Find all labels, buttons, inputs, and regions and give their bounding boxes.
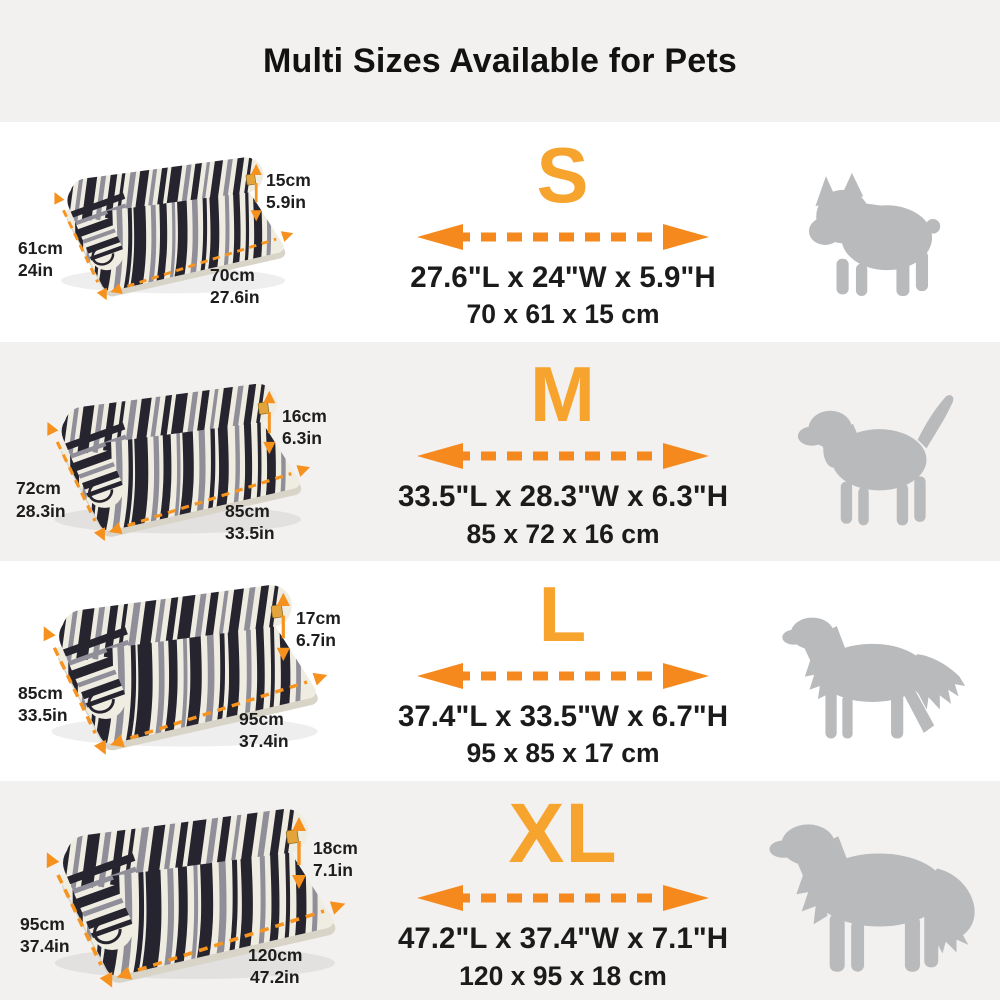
imperial-dimensions: 37.4"L x 33.5"W x 6.7"H xyxy=(397,699,729,733)
double-arrow-icon xyxy=(417,663,709,690)
bed-illustration xyxy=(37,564,329,757)
size-row-m xyxy=(0,342,1000,562)
length-label-in: 37.4in xyxy=(239,730,289,751)
width-label-cm: 61cm xyxy=(18,237,63,258)
bed-photo-m xyxy=(0,342,372,560)
length-label-cm: 95cm xyxy=(239,708,284,729)
height-label-cm: 16cm xyxy=(282,406,327,427)
width-label-cm: 95cm xyxy=(20,914,65,935)
length-label-cm: 85cm xyxy=(225,501,270,522)
bed-photo-s xyxy=(0,123,372,341)
height-label-cm: 17cm xyxy=(296,607,341,628)
french-bulldog-silhouette-icon xyxy=(796,162,958,302)
size-row-s xyxy=(0,122,1000,342)
metric-dimensions: 70 x 61 x 15 cm xyxy=(466,299,660,330)
golden-retriever-silhouette-icon xyxy=(760,804,995,976)
height-label-in: 5.9in xyxy=(266,191,306,212)
dog-cell-s xyxy=(754,162,1000,302)
size-letter: S xyxy=(536,130,590,219)
spec-l xyxy=(372,569,754,769)
height-label-cm: 18cm xyxy=(313,838,358,859)
metric-dimensions: 85 x 72 x 16 cm xyxy=(466,518,660,549)
size-letter: L xyxy=(538,569,588,658)
metric-dimensions: 95 x 85 x 17 cm xyxy=(466,738,660,769)
width-label-in: 28.3in xyxy=(16,501,66,522)
height-label-cm: 15cm xyxy=(266,169,311,190)
imperial-dimensions: 47.2"L x 37.4"W x 7.1"H xyxy=(397,922,729,956)
dog-cell-m xyxy=(754,375,1000,527)
size-letter: M xyxy=(530,350,596,439)
bed-illustration xyxy=(49,140,295,303)
height-label-in: 6.3in xyxy=(282,428,322,449)
width-label-in: 37.4in xyxy=(20,936,70,957)
page-title: Multi Sizes Available for Pets xyxy=(263,41,737,80)
imperial-dimensions: 33.5"L x 28.3"W x 6.3"H xyxy=(397,480,729,514)
size-letter: XL xyxy=(508,786,618,881)
beagle-silhouette-icon xyxy=(790,375,965,527)
width-label-cm: 72cm xyxy=(16,478,61,499)
metric-dimensions: 120 x 95 x 18 cm xyxy=(459,960,667,991)
length-label-in: 47.2in xyxy=(250,967,300,988)
double-arrow-icon xyxy=(417,224,709,251)
imperial-dimensions: 27.6"L x 24"W x 5.9"H xyxy=(410,260,716,294)
length-label-cm: 120cm xyxy=(248,945,303,966)
length-label-in: 33.5in xyxy=(225,523,275,544)
bed-photo-xl xyxy=(0,781,372,999)
height-label-in: 7.1in xyxy=(313,860,353,881)
length-label-cm: 70cm xyxy=(210,264,255,285)
spec-s xyxy=(372,130,754,330)
double-arrow-icon xyxy=(417,885,709,912)
title-band xyxy=(0,0,1000,122)
length-label-in: 27.6in xyxy=(210,286,260,307)
dog-cell-xl xyxy=(754,804,1000,976)
spec-xl xyxy=(372,786,754,991)
spec-m xyxy=(372,350,754,549)
dog-cell-l xyxy=(754,596,1000,746)
size-row-l xyxy=(0,561,1000,781)
height-label-in: 6.7in xyxy=(296,629,336,650)
bed-illustration xyxy=(41,365,312,544)
width-label-in: 33.5in xyxy=(18,704,68,725)
bed-photo-l xyxy=(0,562,372,780)
double-arrow-icon xyxy=(417,443,709,470)
width-label-in: 24in xyxy=(18,259,54,280)
retriever-silhouette-icon xyxy=(773,596,981,746)
width-label-cm: 85cm xyxy=(18,682,63,703)
size-row-xl xyxy=(0,781,1000,1000)
